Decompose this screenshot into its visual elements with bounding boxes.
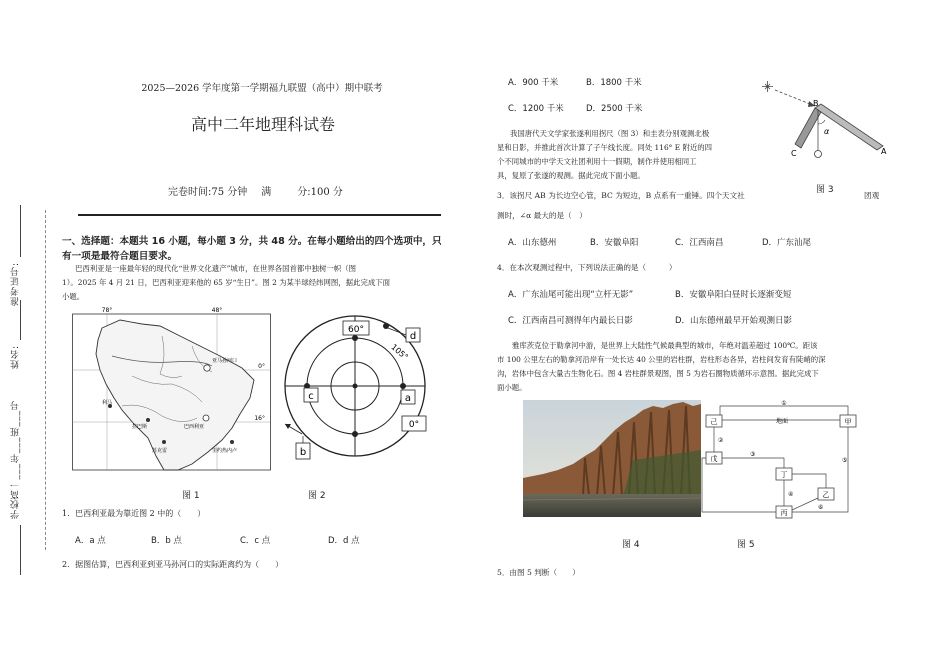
brasilia-label: 巴西利亚 bbox=[184, 424, 205, 430]
figure-4-caption: 图 4 bbox=[622, 540, 640, 550]
rio-marker bbox=[230, 440, 234, 444]
amazon-mouth-marker bbox=[204, 365, 210, 371]
q4-option-a[interactable]: A．广东汕尾可能出现“立杆无影” bbox=[508, 290, 634, 300]
point-b-dot bbox=[352, 431, 358, 437]
sucre-label: 苏克雷 bbox=[152, 448, 168, 454]
section1-intro-3: 小题。 bbox=[62, 292, 85, 301]
passage2-line4: 具，复原了张遂的观测。据此完成下面小题。 bbox=[497, 171, 645, 180]
short-arm-bc bbox=[795, 108, 821, 148]
q1-option-a[interactable]: A．a 点 bbox=[75, 536, 106, 546]
section1-intro-2: 1）。2025 年 4 月 21 日，巴西利亚迎来他的 65 岁“生日”。图 2 为某半球经纬网图，据此完成下面 bbox=[62, 278, 391, 287]
label-a: a bbox=[404, 393, 412, 404]
lon-48-label: 48° bbox=[211, 307, 223, 314]
label-alpha: α bbox=[824, 127, 830, 136]
passage2-line1: 我国唐代天文学家张遂利用拐尺（图 3）和圭表分别观测北极 bbox=[510, 129, 710, 138]
arrow-ding-yi bbox=[792, 474, 826, 488]
q2-stem: 2．据图估算，巴西利亚到亚马孙河口的实际距离约为（ ） bbox=[62, 560, 284, 569]
passage3-line1: 雅库茨克位于勒拿河中游，是世界上大陆性气候最典型的城市，年绝对温差超过 100℃。距该 bbox=[512, 341, 818, 350]
label-yi: 乙 bbox=[822, 491, 830, 499]
q2-option-c[interactable]: C．1200 千米 bbox=[508, 104, 564, 114]
q3-option-b[interactable]: B．安徽阜阳 bbox=[590, 238, 639, 248]
q2-option-b[interactable]: B．1800 千米 bbox=[586, 78, 642, 88]
figure-5-caption: 图 5 bbox=[737, 540, 755, 550]
name-label: 姓名: bbox=[11, 345, 21, 370]
plumb-bob bbox=[815, 151, 822, 158]
q3-stem-2: 测时，∠α 最大的是（ ） bbox=[497, 211, 587, 220]
passage2-line2: 星和日影，并推此首次计算了子午线长度。同处 116° E 附近的四 bbox=[497, 143, 713, 152]
label-n5: ⑤ bbox=[842, 457, 848, 464]
arrow-yi-bing bbox=[792, 498, 818, 510]
q4-option-d[interactable]: D．山东德州最早开始观测日影 bbox=[675, 316, 793, 326]
label-C: C bbox=[791, 149, 797, 158]
passage3-line4: 面小题。 bbox=[497, 383, 527, 392]
lapaz-marker bbox=[146, 418, 150, 422]
section1-heading-1: 一、选择题：本题共 16 小题，每小题 3 分，共 48 分。在每小题给出的四个选项中，只 bbox=[62, 236, 442, 247]
score-label: 满 bbox=[261, 187, 272, 198]
exam-no-label: 准考证号: bbox=[11, 262, 21, 307]
photo-river bbox=[523, 494, 701, 517]
label-n1: ① bbox=[781, 400, 787, 407]
label-wu: 戊 bbox=[710, 455, 718, 463]
lima-label: 利马 bbox=[102, 400, 113, 406]
class-label: 高一___年___班___号 bbox=[11, 400, 21, 500]
q3-stem-1-text: 3．该拐尺 AB 为长边空心管，BC 为短边，B 点系有一重锤。四个天文社 bbox=[497, 191, 745, 200]
q4-option-c[interactable]: C．江西南昌可测得年内最长日影 bbox=[508, 316, 633, 326]
label-A: A bbox=[881, 147, 887, 156]
q1-stem: 1．巴西利亚最为靠近图 2 中的（ ） bbox=[62, 509, 206, 518]
brasilia-marker bbox=[203, 415, 209, 421]
time-value: 75 分钟 bbox=[211, 187, 248, 198]
label-n2: ② bbox=[718, 437, 724, 444]
q3-option-a[interactable]: A．山东德州 bbox=[508, 238, 557, 248]
passage3-line2: 市 100 公里左右的勒拿河沿岸有一处长达 40 公里的岩柱群，岩柱形态各异，岩柱间发育有陡峭的深 bbox=[497, 355, 826, 364]
header-rule bbox=[78, 214, 441, 216]
score-label2: 分: bbox=[297, 187, 311, 198]
label-105: 105° bbox=[389, 342, 410, 362]
label-b: b bbox=[299, 447, 307, 458]
q1-option-d[interactable]: D．d 点 bbox=[328, 536, 360, 546]
q4-option-b[interactable]: B．安徽阜阳白昼时长逐渐变短 bbox=[675, 290, 792, 300]
label-60: 60° bbox=[348, 325, 364, 335]
score-value: 100 分 bbox=[310, 187, 343, 198]
label-n3: ③ bbox=[750, 451, 756, 458]
exam-header: 2025—2026 学年度第一学期福九联盟（高中）期中联考 bbox=[141, 83, 383, 94]
polaris-star-icon bbox=[762, 81, 773, 92]
name-underline bbox=[20, 300, 21, 340]
exam-info bbox=[168, 183, 343, 198]
label-jia: 甲 bbox=[844, 418, 852, 426]
passage2-line3: 个不同城市的中学天文社团利用十一假期，制作并使用相同工 bbox=[497, 157, 697, 166]
exam-no-underline bbox=[20, 205, 21, 257]
rotation-arrowhead bbox=[285, 424, 291, 429]
ground-label: 地面 bbox=[775, 418, 789, 425]
passage3-line3: 沟，岩体中包含大量古生物化石。图 4 岩柱群景观图，图 5 为岩石圈物质循环示意图。据此完成下 bbox=[497, 369, 819, 378]
q2-option-a[interactable]: A．900 千米 bbox=[508, 78, 559, 88]
label-ji: 己 bbox=[710, 418, 718, 426]
lapaz-label: 拉巴斯 bbox=[132, 424, 148, 430]
q3-option-d[interactable]: D．广东汕尾 bbox=[762, 238, 812, 248]
q5-stem: 5．由图 5 判断（ ） bbox=[497, 568, 580, 577]
figure-1-map bbox=[72, 306, 272, 474]
figure-3-caption: 图 3 bbox=[816, 185, 834, 195]
figure-1-caption: 图 1 bbox=[182, 491, 200, 501]
binding-dashed-line bbox=[45, 210, 46, 550]
q1-option-c[interactable]: C．c 点 bbox=[240, 536, 271, 546]
lon-78-label: 78° bbox=[101, 307, 113, 314]
label-ding: 丁 bbox=[780, 471, 788, 479]
lat-16-label: 16° bbox=[254, 415, 265, 422]
time-label: 完卷时间: bbox=[168, 187, 212, 198]
q3-option-c[interactable]: C．江西南昌 bbox=[675, 238, 724, 248]
figure-3-square bbox=[755, 76, 895, 176]
label-B: B bbox=[813, 99, 819, 108]
alpha-arc bbox=[818, 120, 825, 124]
sucre-marker bbox=[162, 440, 166, 444]
label-c: c bbox=[308, 391, 314, 402]
label-0: 0° bbox=[408, 420, 420, 430]
arrow-wu-ding bbox=[722, 458, 784, 468]
q3-stem-1b: 团观 bbox=[864, 191, 880, 200]
label-n6: ⑥ bbox=[818, 504, 824, 511]
pole-point bbox=[353, 384, 358, 389]
rio-label: 里约热内卢 bbox=[212, 448, 238, 454]
school-label: 学校: bbox=[11, 495, 21, 520]
point-60-dot bbox=[352, 335, 358, 341]
q1-option-b[interactable]: B．b 点 bbox=[151, 536, 182, 546]
label-d: d bbox=[409, 331, 417, 342]
q2-option-d[interactable]: D．2500 千米 bbox=[586, 104, 643, 114]
label-bing: 丙 bbox=[780, 509, 788, 517]
amazon-label: 亚马孙河口 bbox=[212, 358, 238, 364]
q4-stem: 4．在本次观测过程中，下列说法正确的是（ ） bbox=[497, 263, 677, 272]
page-title: 高中二年地理科试卷 bbox=[190, 115, 335, 134]
figure-5-rock-cycle bbox=[700, 398, 860, 522]
section1-heading-2: 有一项是最符合题目要求。 bbox=[62, 251, 178, 262]
label-n4: ④ bbox=[788, 491, 794, 498]
section1-intro-1: 巴西利亚是一座最年轻的现代化“世界文化遗产”城市，在世界各国首都中独树一帜（图 bbox=[75, 264, 357, 273]
figure-4-photo bbox=[523, 400, 701, 517]
arrow-wu-bing bbox=[702, 458, 776, 512]
figure-2-graticule bbox=[280, 312, 430, 464]
point-a-dot bbox=[400, 383, 406, 389]
school-underline bbox=[20, 525, 21, 575]
lat-0-label: 0° bbox=[258, 363, 265, 370]
leader-d bbox=[388, 328, 406, 335]
arrow-path-1 bbox=[720, 406, 848, 416]
figure-2-caption: 图 2 bbox=[308, 491, 326, 501]
